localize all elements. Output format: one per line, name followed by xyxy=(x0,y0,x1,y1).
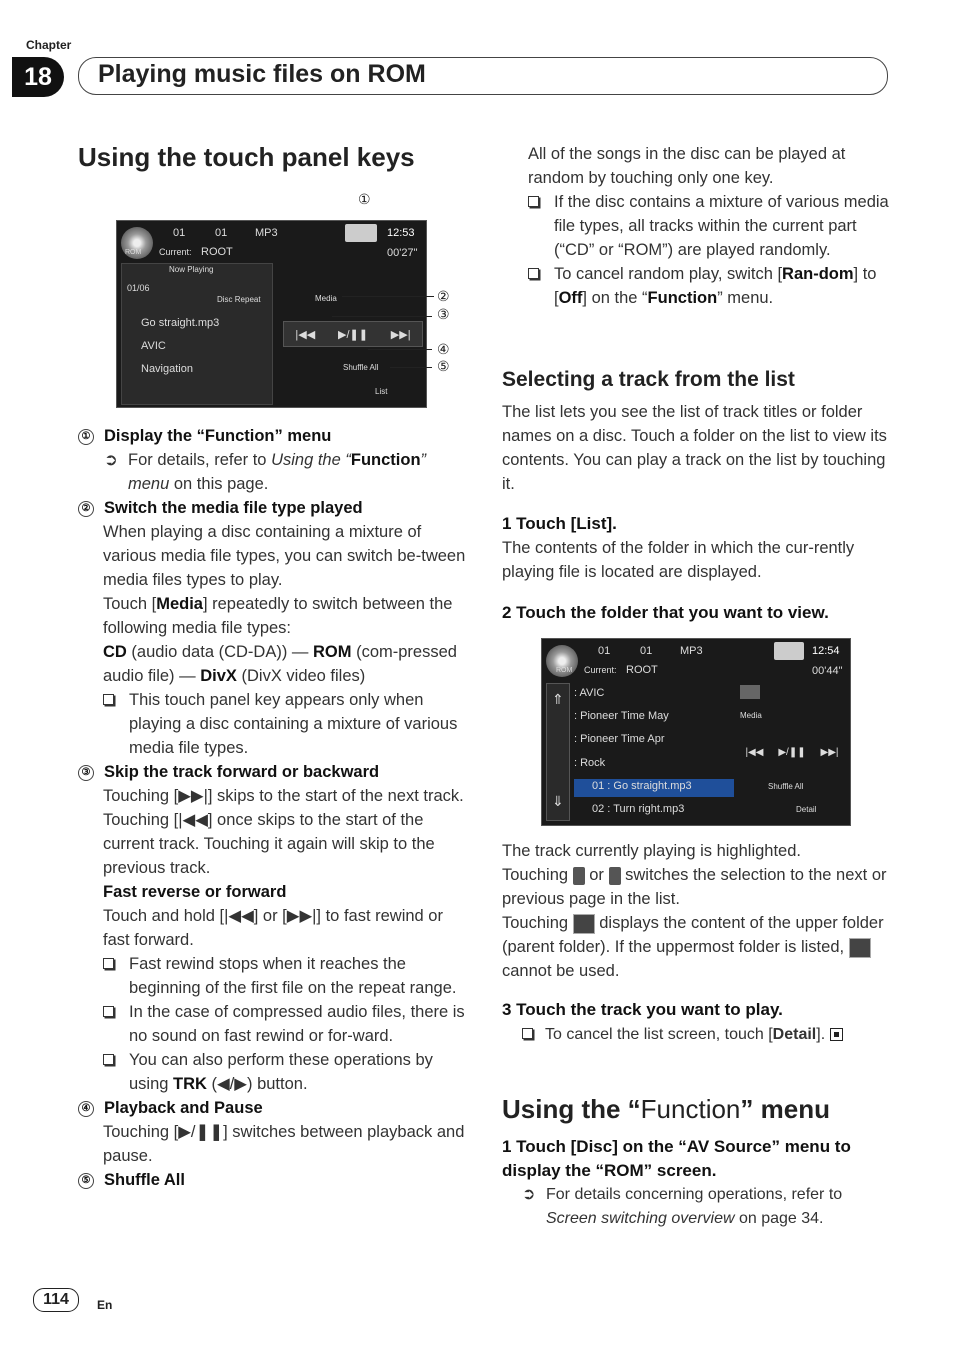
page-down-icon xyxy=(609,867,621,885)
gear-icon[interactable] xyxy=(774,642,804,660)
next-track-button[interactable]: ▶▶| xyxy=(820,746,839,758)
list-item[interactable]: : Rock xyxy=(574,757,606,769)
page-number: 114 xyxy=(33,1288,79,1312)
list-item[interactable]: : Pioneer Time May xyxy=(574,710,669,722)
shuffle-all-button[interactable]: Shuffle All xyxy=(343,363,379,372)
parent-folder-icon xyxy=(849,938,871,958)
media-button[interactable]: Media xyxy=(740,711,762,720)
callout-3: ③ xyxy=(437,306,450,322)
detail-button[interactable]: Detail xyxy=(796,805,817,814)
list-item[interactable]: : Pioneer Time Apr xyxy=(574,733,665,745)
chapter-label: Chapter xyxy=(26,38,72,52)
item-2-title: ② Switch the media file type played xyxy=(78,496,468,520)
section-heading-select-track: Selecting a track from the list xyxy=(502,368,795,391)
page-down-icon[interactable]: ⇓ xyxy=(552,793,564,809)
list-item[interactable]: 02 : Turn right.mp3 xyxy=(592,803,685,815)
item-3-title: ③ Skip the track forward or backward xyxy=(78,760,468,784)
screen-now-playing: ROM 01 01 MP3 12:53 Current: ROOT 00'27" Now Playing 01/06 Disc Repeat Go straight.mp3 AVIC Navigation Media |◀◀ ▶/❚❚ ▶▶| Shuffle All List xyxy=(116,220,427,408)
chapter-number: 18 xyxy=(12,57,64,97)
callout-1: ① xyxy=(358,191,371,207)
end-mark-icon xyxy=(830,1028,843,1041)
play-pause-button[interactable]: ▶/❚❚ xyxy=(338,328,368,341)
play-pause-button[interactable]: ▶/❚❚ xyxy=(778,746,806,758)
gear-icon[interactable] xyxy=(345,224,377,242)
callout-2: ② xyxy=(437,288,450,304)
page-up-icon[interactable]: ⇑ xyxy=(552,691,564,707)
arrow-icon: ➲ xyxy=(522,1186,536,1203)
list-button[interactable]: List xyxy=(375,387,388,396)
media-button[interactable]: Media xyxy=(315,294,337,303)
section-heading-function-menu: Using the “Function” menu xyxy=(502,1094,830,1124)
language-label: En xyxy=(97,1298,113,1312)
item-1-title: ① Display the “Function” menu xyxy=(78,424,468,448)
arrow-icon: ➲ xyxy=(104,451,118,469)
callout-5: ⑤ xyxy=(437,358,450,374)
next-track-button[interactable]: ▶▶| xyxy=(390,328,411,341)
screen-list: ROM 01 01 MP3 12:54 Current: ROOT 00'44" ⇑ ⇓ : AVIC : Pioneer Time May : Pioneer Time Apr : Rock 01 : Go straight.mp3 02 : Turn right.mp3 Media |◀◀ ▶/❚❚ ▶▶| Shuffle All Detail xyxy=(541,638,851,826)
parent-folder-icon xyxy=(573,914,595,934)
prev-track-button[interactable]: |◀◀ xyxy=(295,328,316,341)
parent-folder-icon[interactable] xyxy=(740,685,760,699)
item-5-title: ⑤ Shuffle All xyxy=(78,1168,468,1192)
section-heading-touch-panel: Using the touch panel keys xyxy=(78,142,415,172)
callout-4: ④ xyxy=(437,341,450,357)
prev-track-button[interactable]: |◀◀ xyxy=(745,746,764,758)
list-item-playing[interactable]: 01 : Go straight.mp3 xyxy=(592,780,692,792)
shuffle-all-button[interactable]: Shuffle All xyxy=(768,782,804,791)
chapter-title: Playing music files on ROM xyxy=(98,60,426,88)
item-4-title: ④ Playback and Pause xyxy=(78,1096,468,1120)
list-item[interactable]: : AVIC xyxy=(574,687,605,699)
page-up-icon xyxy=(573,867,585,885)
